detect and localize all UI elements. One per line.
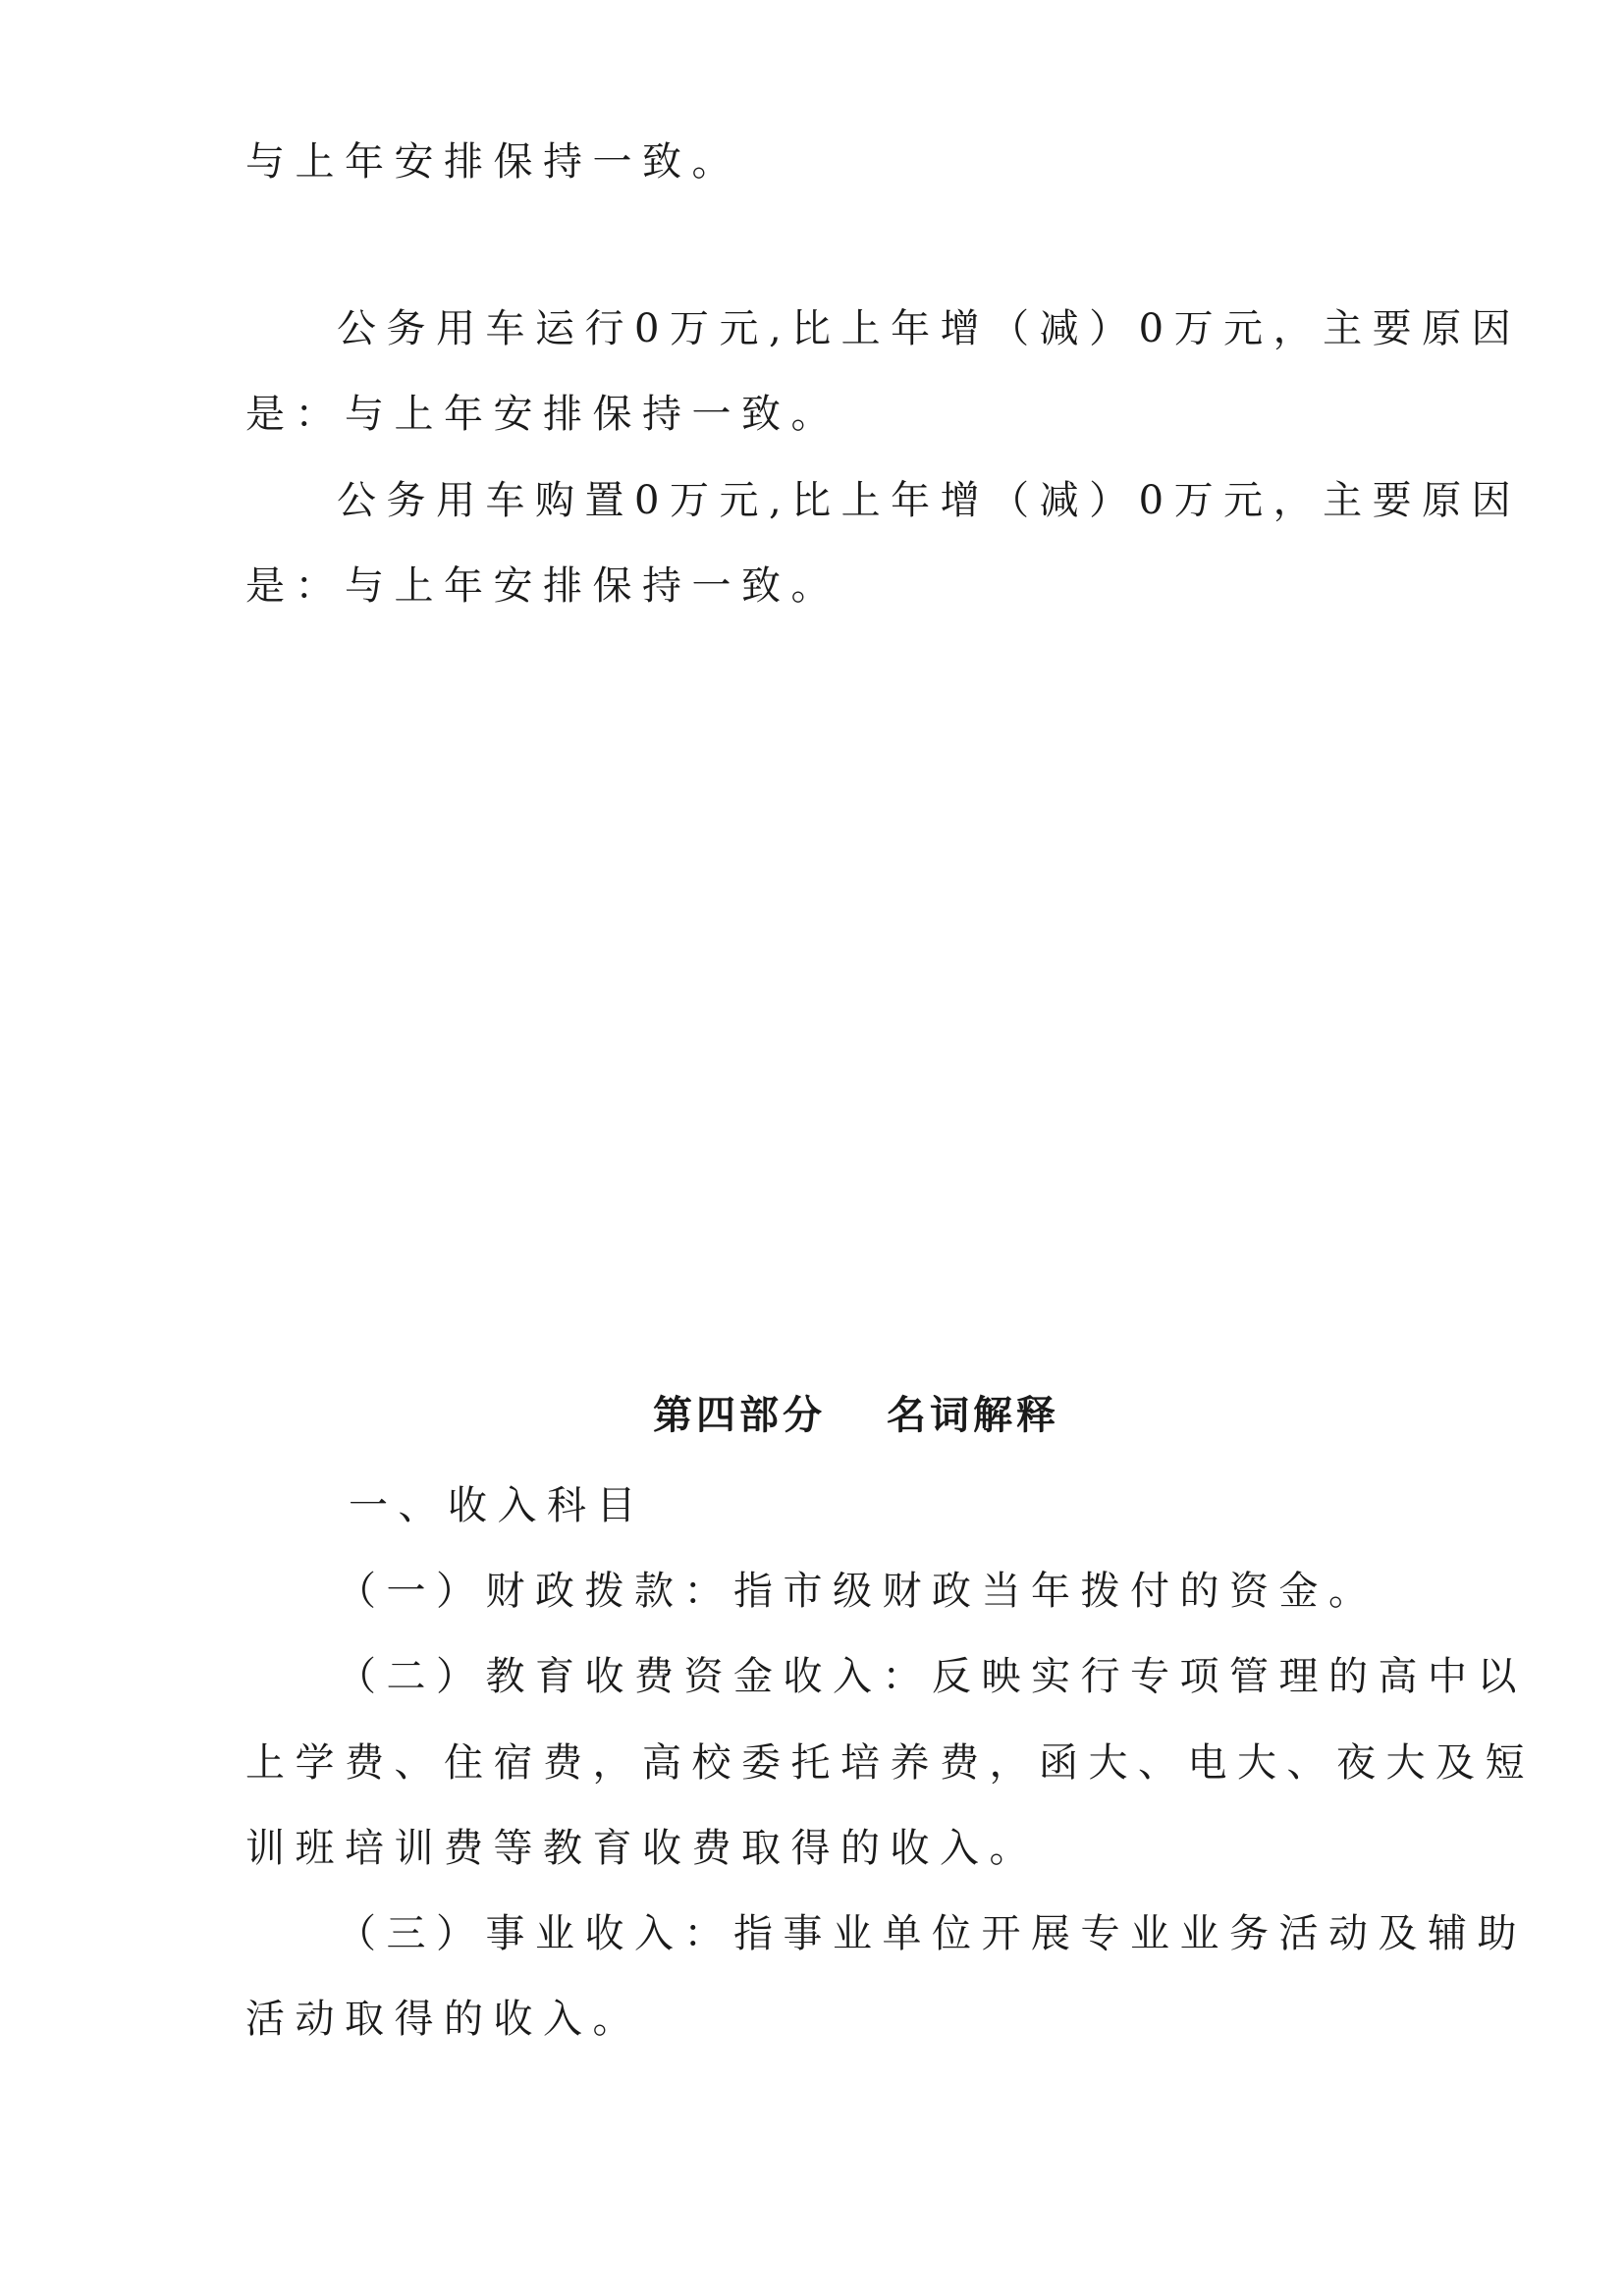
paragraph-line: 是：与上年安排保持一致。 xyxy=(245,392,840,437)
paragraph-line: 活动取得的收入。 xyxy=(245,1997,642,2042)
heading-title: 名词解释 xyxy=(887,1393,1059,1438)
paragraph-line: 上学费、住宿费，高校委托培养费，函大、电大、夜大及短 xyxy=(245,1740,1535,1786)
paragraph-line: 与上年安排保持一致。 xyxy=(245,139,741,185)
paragraph-line: （一）财政拨款：指市级财政当年拨付的资金。 xyxy=(337,1569,1379,1614)
paragraph-line: 公务用车运行0万元,比上年增（减）0万元，主要原因 xyxy=(337,306,1522,351)
paragraph-line: 是：与上年安排保持一致。 xyxy=(245,563,840,609)
heading-part-number: 第四部分 xyxy=(653,1393,826,1438)
paragraph-line: 训班培训费等教育收费取得的收入。 xyxy=(245,1826,1039,1871)
section-heading xyxy=(653,1392,1059,1439)
paragraph-line: （二）教育收费资金收入：反映实行专项管理的高中以 xyxy=(337,1654,1527,1699)
subheading-income-subjects: 一、收入科目 xyxy=(349,1483,646,1528)
paragraph-line: （三）事业收入：指事业单位开展专业业务活动及辅助 xyxy=(337,1911,1527,1956)
paragraph-line: 公务用车购置0万元,比上年增（减）0万元，主要原因 xyxy=(337,478,1522,523)
